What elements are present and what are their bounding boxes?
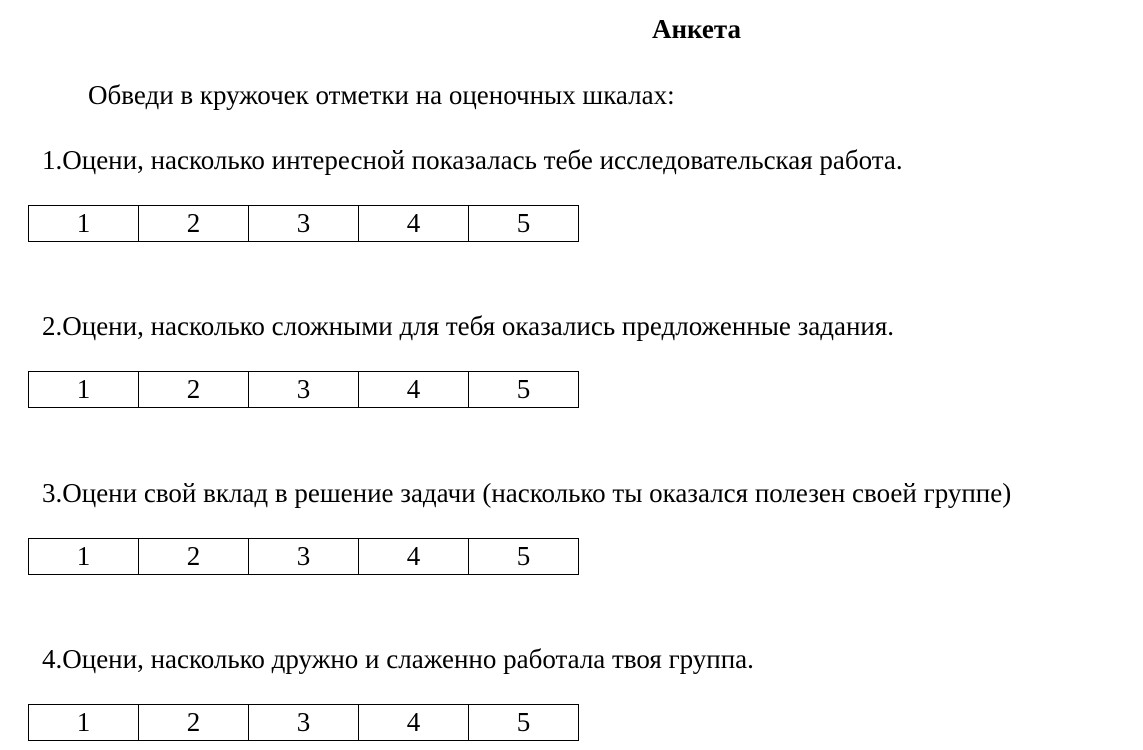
- rating-option-3[interactable]: 3: [249, 372, 359, 408]
- rating-option-3[interactable]: 3: [249, 539, 359, 575]
- question-4-rating-scale: [28, 704, 579, 741]
- question-3-text: 3.Оцени свой вклад в решение задачи (насколько ты оказался полезен своей группе): [42, 478, 1012, 508]
- rating-option-2[interactable]: 2: [139, 539, 249, 575]
- rating-option-1[interactable]: 1: [29, 539, 139, 575]
- question-1-text: 1.Оцени, насколько интересной показалась тебе исследовательская работа.: [42, 145, 903, 175]
- rating-option-4[interactable]: 4: [359, 372, 469, 408]
- page-title: Анкета: [651, 14, 741, 44]
- instruction-text: Обведи в кружочек отметки на оценочных шкалах:: [88, 80, 675, 110]
- rating-option-4[interactable]: 4: [359, 705, 469, 741]
- rating-option-3[interactable]: 3: [249, 705, 359, 741]
- question-2-rating-scale: [28, 371, 579, 408]
- rating-option-4[interactable]: 4: [359, 539, 469, 575]
- question-3-rating-scale: [28, 538, 579, 575]
- rating-option-5[interactable]: 5: [469, 372, 579, 408]
- question-2-text: 2.Оцени, насколько сложными для тебя оказались предложенные задания.: [42, 311, 895, 341]
- rating-option-5[interactable]: 5: [469, 705, 579, 741]
- rating-option-5[interactable]: 5: [469, 539, 579, 575]
- rating-option-1[interactable]: 1: [29, 206, 139, 242]
- question-1-rating-scale: [28, 205, 579, 242]
- rating-option-2[interactable]: 2: [139, 705, 249, 741]
- rating-option-4[interactable]: 4: [359, 206, 469, 242]
- rating-option-1[interactable]: 1: [29, 705, 139, 741]
- rating-option-1[interactable]: 1: [29, 372, 139, 408]
- rating-option-2[interactable]: 2: [139, 372, 249, 408]
- rating-option-2[interactable]: 2: [139, 206, 249, 242]
- question-4-text: 4.Оцени, насколько дружно и слаженно работала твоя группа.: [42, 644, 754, 674]
- rating-option-3[interactable]: 3: [249, 206, 359, 242]
- rating-option-5[interactable]: 5: [469, 206, 579, 242]
